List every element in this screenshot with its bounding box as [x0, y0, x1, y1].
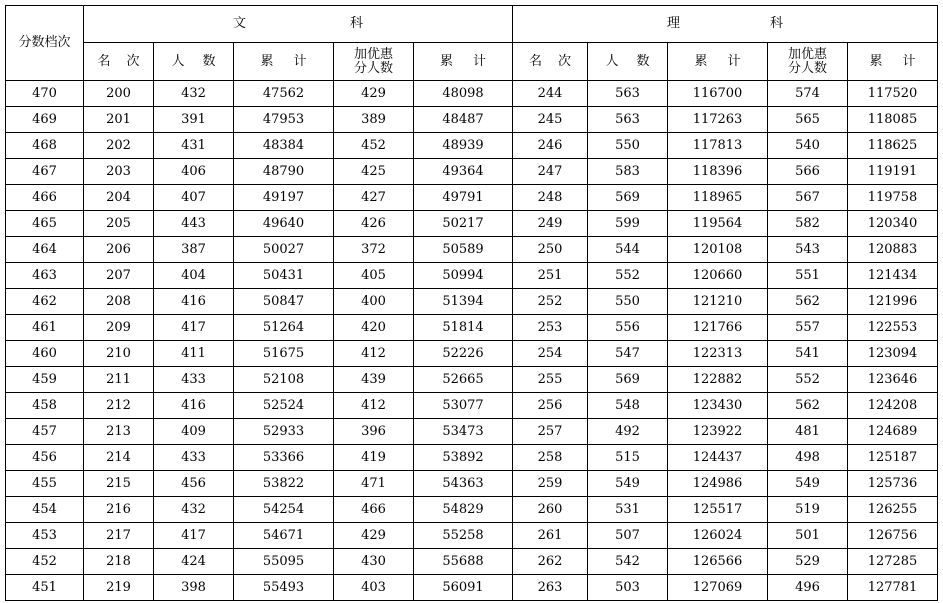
score-cell: 457: [6, 419, 84, 445]
science-cumulative-cell: 127069: [668, 575, 768, 601]
arts-bonus-count-cell: 400: [334, 289, 414, 315]
arts-bonus-cumulative-cell: 51394: [414, 289, 513, 315]
arts-count-cell: 416: [154, 289, 234, 315]
science-bonus-cumulative-cell: 121434: [848, 263, 938, 289]
table-row: [6, 445, 938, 471]
table-row: [6, 107, 938, 133]
table-row: [6, 159, 938, 185]
arts-rank-cell: 217: [84, 523, 154, 549]
arts-rank-cell: 205: [84, 211, 154, 237]
science-cumulative-header: 累 计: [668, 43, 768, 81]
science-bonus-count-cell: 552: [768, 367, 848, 393]
arts-bonus-cumulative-cell: 52665: [414, 367, 513, 393]
arts-bonus-count-cell: 452: [334, 133, 414, 159]
arts-bonus-count-cell: 429: [334, 523, 414, 549]
science-bonus-count-cell: 566: [768, 159, 848, 185]
table-row: [6, 471, 938, 497]
arts-count-cell: 433: [154, 445, 234, 471]
science-bonus-cumulative-cell: 123094: [848, 341, 938, 367]
arts-cumulative-cell: 50431: [234, 263, 334, 289]
science-rank-cell: 261: [513, 523, 588, 549]
score-level-header: 分数档次: [6, 6, 84, 81]
arts-bonus-cumulative-cell: 54363: [414, 471, 513, 497]
arts-bonus-cumulative-cell: 48098: [414, 81, 513, 107]
science-bonus-count-cell: 567: [768, 185, 848, 211]
score-cell: 467: [6, 159, 84, 185]
score-cell: 452: [6, 549, 84, 575]
science-count-cell: 550: [588, 289, 668, 315]
table-row: [6, 237, 938, 263]
score-cell: 453: [6, 523, 84, 549]
science-bonus-cumulative-cell: 118625: [848, 133, 938, 159]
science-rank-cell: 263: [513, 575, 588, 601]
score-cell: 459: [6, 367, 84, 393]
arts-count-cell: 432: [154, 81, 234, 107]
science-cumulative-cell: 126024: [668, 523, 768, 549]
arts-bonus-cumulative-cell: 55258: [414, 523, 513, 549]
arts-rank-cell: 200: [84, 81, 154, 107]
arts-count-cell: 406: [154, 159, 234, 185]
science-cumulative-cell: 117263: [668, 107, 768, 133]
science-bonus-count-cell: 481: [768, 419, 848, 445]
arts-cumulative-cell: 53366: [234, 445, 334, 471]
arts-rank-cell: 204: [84, 185, 154, 211]
arts-bonus-cumulative-header: 累 计: [414, 43, 513, 81]
science-bonus-count-cell: 565: [768, 107, 848, 133]
table-row: [6, 263, 938, 289]
arts-bonus-cumulative-cell: 55688: [414, 549, 513, 575]
science-bonus-count-cell: 582: [768, 211, 848, 237]
arts-bonus-count-cell: 412: [334, 393, 414, 419]
arts-count-cell: 409: [154, 419, 234, 445]
arts-bonus-count-cell: 372: [334, 237, 414, 263]
science-count-cell: 544: [588, 237, 668, 263]
science-cumulative-cell: 123430: [668, 393, 768, 419]
science-count-cell: 599: [588, 211, 668, 237]
arts-count-cell: 407: [154, 185, 234, 211]
arts-rank-cell: 207: [84, 263, 154, 289]
table-row: [6, 289, 938, 315]
science-count-cell: 547: [588, 341, 668, 367]
arts-count-cell: 387: [154, 237, 234, 263]
science-count-cell: 549: [588, 471, 668, 497]
arts-group-left: 文: [232, 16, 246, 31]
science-cumulative-cell: 117813: [668, 133, 768, 159]
arts-count-cell: 404: [154, 263, 234, 289]
science-bonus-count-cell: 498: [768, 445, 848, 471]
science-count-cell: 583: [588, 159, 668, 185]
arts-cumulative-cell: 48384: [234, 133, 334, 159]
arts-rank-cell: 208: [84, 289, 154, 315]
arts-rank-cell: 213: [84, 419, 154, 445]
arts-bonus-count-cell: 389: [334, 107, 414, 133]
science-cumulative-cell: 123922: [668, 419, 768, 445]
table-row: [6, 185, 938, 211]
arts-bonus-count-cell: 425: [334, 159, 414, 185]
score-cell: 470: [6, 81, 84, 107]
science-rank-cell: 254: [513, 341, 588, 367]
score-cell: 454: [6, 497, 84, 523]
science-bonus-cumulative-cell: 121996: [848, 289, 938, 315]
arts-count-cell: 417: [154, 523, 234, 549]
table-body: [6, 81, 938, 601]
arts-bonus-cumulative-cell: 54829: [414, 497, 513, 523]
science-bonus-count-cell: 540: [768, 133, 848, 159]
arts-bonus-cumulative-cell: 50994: [414, 263, 513, 289]
arts-cumulative-cell: 55095: [234, 549, 334, 575]
science-bonus-cumulative-cell: 126255: [848, 497, 938, 523]
science-rank-cell: 248: [513, 185, 588, 211]
arts-cumulative-cell: 50847: [234, 289, 334, 315]
science-count-cell: 503: [588, 575, 668, 601]
science-bonus-count-cell: 557: [768, 315, 848, 341]
science-count-cell: 492: [588, 419, 668, 445]
arts-rank-cell: 214: [84, 445, 154, 471]
science-bonus-cumulative-header: 累 计: [848, 43, 938, 81]
science-count-cell: 542: [588, 549, 668, 575]
arts-cumulative-cell: 48790: [234, 159, 334, 185]
arts-rank-cell: 210: [84, 341, 154, 367]
arts-rank-cell: 206: [84, 237, 154, 263]
arts-rank-cell: 212: [84, 393, 154, 419]
science-rank-cell: 244: [513, 81, 588, 107]
science-rank-cell: 249: [513, 211, 588, 237]
arts-bonus-cumulative-cell: 48487: [414, 107, 513, 133]
arts-bonus-count-cell: 403: [334, 575, 414, 601]
science-bonus-count-cell: 562: [768, 289, 848, 315]
arts-bonus-count-cell: 426: [334, 211, 414, 237]
arts-cumulative-cell: 51264: [234, 315, 334, 341]
table-row: [6, 523, 938, 549]
arts-bonus-count-cell: 466: [334, 497, 414, 523]
science-rank-cell: 256: [513, 393, 588, 419]
science-bonus-cumulative-cell: 120883: [848, 237, 938, 263]
arts-cumulative-cell: 51675: [234, 341, 334, 367]
science-cumulative-cell: 121210: [668, 289, 768, 315]
arts-count-cell: 424: [154, 549, 234, 575]
arts-rank-cell: 203: [84, 159, 154, 185]
score-distribution-table: [5, 5, 938, 601]
science-count-cell: 569: [588, 367, 668, 393]
table-row: [6, 419, 938, 445]
arts-bonus-cumulative-cell: 48939: [414, 133, 513, 159]
science-rank-cell: 260: [513, 497, 588, 523]
science-group-right: 科: [770, 16, 784, 31]
score-cell: 463: [6, 263, 84, 289]
science-bonus-cumulative-cell: 124689: [848, 419, 938, 445]
arts-bonus-cumulative-cell: 53892: [414, 445, 513, 471]
science-count-cell: 563: [588, 81, 668, 107]
arts-rank-cell: 216: [84, 497, 154, 523]
arts-cumulative-cell: 52108: [234, 367, 334, 393]
science-bonus-cumulative-cell: 120340: [848, 211, 938, 237]
arts-cumulative-cell: 49197: [234, 185, 334, 211]
science-bonus-cumulative-cell: 122553: [848, 315, 938, 341]
science-count-cell: 531: [588, 497, 668, 523]
arts-count-cell: 433: [154, 367, 234, 393]
arts-cumulative-cell: 50027: [234, 237, 334, 263]
arts-count-cell: 456: [154, 471, 234, 497]
science-bonus-count-cell: 543: [768, 237, 848, 263]
science-rank-cell: 251: [513, 263, 588, 289]
arts-cumulative-cell: 52524: [234, 393, 334, 419]
table-row: [6, 367, 938, 393]
science-bonus-count-cell: 501: [768, 523, 848, 549]
science-rank-cell: 253: [513, 315, 588, 341]
science-bonus-count-cell: 519: [768, 497, 848, 523]
arts-group-header: [84, 6, 513, 43]
score-cell: 461: [6, 315, 84, 341]
score-cell: 466: [6, 185, 84, 211]
arts-rank-cell: 215: [84, 471, 154, 497]
science-bonus-cumulative-cell: 123646: [848, 367, 938, 393]
arts-cumulative-cell: 47562: [234, 81, 334, 107]
arts-rank-cell: 219: [84, 575, 154, 601]
arts-bonus-count-cell: 430: [334, 549, 414, 575]
score-cell: 464: [6, 237, 84, 263]
arts-count-cell: 416: [154, 393, 234, 419]
arts-count-cell: 443: [154, 211, 234, 237]
science-bonus-count-header: 加优惠 分人数: [768, 43, 848, 81]
science-count-cell: 507: [588, 523, 668, 549]
science-bonus-count-cell: 541: [768, 341, 848, 367]
arts-count-cell: 417: [154, 315, 234, 341]
arts-bonus-count-cell: 420: [334, 315, 414, 341]
arts-rank-cell: 211: [84, 367, 154, 393]
science-count-cell: 515: [588, 445, 668, 471]
science-cumulative-cell: 116700: [668, 81, 768, 107]
arts-bonus-count-cell: 439: [334, 367, 414, 393]
arts-count-cell: 411: [154, 341, 234, 367]
arts-cumulative-cell: 54254: [234, 497, 334, 523]
science-bonus-cumulative-cell: 127781: [848, 575, 938, 601]
arts-count-cell: 391: [154, 107, 234, 133]
table-row: [6, 497, 938, 523]
arts-count-header: 人 数: [154, 43, 234, 81]
arts-cumulative-cell: 49640: [234, 211, 334, 237]
science-rank-header: 名 次: [513, 43, 588, 81]
science-group-header: [513, 6, 938, 43]
science-bonus-count-cell: 551: [768, 263, 848, 289]
science-bonus-cumulative-cell: 119191: [848, 159, 938, 185]
arts-bonus-count-cell: 427: [334, 185, 414, 211]
science-count-cell: 550: [588, 133, 668, 159]
arts-cumulative-cell: 53822: [234, 471, 334, 497]
arts-rank-cell: 201: [84, 107, 154, 133]
science-count-cell: 548: [588, 393, 668, 419]
arts-bonus-count-cell: 429: [334, 81, 414, 107]
science-cumulative-cell: 120660: [668, 263, 768, 289]
arts-cumulative-cell: 47953: [234, 107, 334, 133]
arts-cumulative-cell: 52933: [234, 419, 334, 445]
score-cell: 469: [6, 107, 84, 133]
science-count-cell: 569: [588, 185, 668, 211]
science-bonus-count-cell: 529: [768, 549, 848, 575]
arts-bonus-cumulative-cell: 49791: [414, 185, 513, 211]
science-cumulative-cell: 124986: [668, 471, 768, 497]
score-cell: 465: [6, 211, 84, 237]
science-bonus-count-cell: 562: [768, 393, 848, 419]
score-cell: 451: [6, 575, 84, 601]
science-cumulative-cell: 118396: [668, 159, 768, 185]
score-cell: 460: [6, 341, 84, 367]
arts-bonus-cumulative-cell: 49364: [414, 159, 513, 185]
science-cumulative-cell: 125517: [668, 497, 768, 523]
science-rank-cell: 250: [513, 237, 588, 263]
science-count-header: 人 数: [588, 43, 668, 81]
science-cumulative-cell: 120108: [668, 237, 768, 263]
arts-rank-cell: 218: [84, 549, 154, 575]
score-cell: 462: [6, 289, 84, 315]
table-row: [6, 549, 938, 575]
table-row: [6, 81, 938, 107]
science-bonus-count-cell: 574: [768, 81, 848, 107]
arts-bonus-count-cell: 412: [334, 341, 414, 367]
science-cumulative-cell: 118965: [668, 185, 768, 211]
science-rank-cell: 262: [513, 549, 588, 575]
science-bonus-cumulative-cell: 119758: [848, 185, 938, 211]
science-group-left: 理: [667, 16, 681, 31]
arts-bonus-cumulative-cell: 52226: [414, 341, 513, 367]
table-row: [6, 393, 938, 419]
science-rank-cell: 245: [513, 107, 588, 133]
science-rank-cell: 257: [513, 419, 588, 445]
arts-cumulative-cell: 54671: [234, 523, 334, 549]
arts-bonus-cumulative-cell: 56091: [414, 575, 513, 601]
science-rank-cell: 258: [513, 445, 588, 471]
table-row: [6, 341, 938, 367]
score-cell: 468: [6, 133, 84, 159]
arts-rank-cell: 209: [84, 315, 154, 341]
arts-rank-cell: 202: [84, 133, 154, 159]
arts-rank-header: 名 次: [84, 43, 154, 81]
table-row: [6, 575, 938, 601]
science-bonus-cumulative-cell: 124208: [848, 393, 938, 419]
science-cumulative-cell: 124437: [668, 445, 768, 471]
score-cell: 456: [6, 445, 84, 471]
science-cumulative-cell: 119564: [668, 211, 768, 237]
science-bonus-cumulative-cell: 126756: [848, 523, 938, 549]
arts-cumulative-header: 累 计: [234, 43, 334, 81]
science-bonus-count-cell: 496: [768, 575, 848, 601]
science-bonus-count-cell: 549: [768, 471, 848, 497]
arts-bonus-count-cell: 471: [334, 471, 414, 497]
science-rank-cell: 247: [513, 159, 588, 185]
arts-bonus-count-header: 加优惠 分人数: [334, 43, 414, 81]
science-bonus-cumulative-cell: 125736: [848, 471, 938, 497]
score-cell: 458: [6, 393, 84, 419]
science-bonus-cumulative-cell: 118085: [848, 107, 938, 133]
score-cell: 455: [6, 471, 84, 497]
arts-bonus-cumulative-cell: 53473: [414, 419, 513, 445]
arts-count-cell: 398: [154, 575, 234, 601]
science-cumulative-cell: 122882: [668, 367, 768, 393]
arts-group-right: 科: [350, 16, 364, 31]
science-rank-cell: 259: [513, 471, 588, 497]
science-count-cell: 556: [588, 315, 668, 341]
arts-count-cell: 431: [154, 133, 234, 159]
science-bonus-cumulative-cell: 127285: [848, 549, 938, 575]
science-rank-cell: 255: [513, 367, 588, 393]
arts-bonus-count-cell: 419: [334, 445, 414, 471]
arts-bonus-cumulative-cell: 50217: [414, 211, 513, 237]
science-count-cell: 563: [588, 107, 668, 133]
science-rank-cell: 246: [513, 133, 588, 159]
science-count-cell: 552: [588, 263, 668, 289]
table-row: [6, 133, 938, 159]
arts-bonus-count-cell: 396: [334, 419, 414, 445]
arts-bonus-cumulative-cell: 51814: [414, 315, 513, 341]
table-row: [6, 315, 938, 341]
science-cumulative-cell: 121766: [668, 315, 768, 341]
arts-bonus-cumulative-cell: 50589: [414, 237, 513, 263]
science-cumulative-cell: 122313: [668, 341, 768, 367]
science-bonus-cumulative-cell: 117520: [848, 81, 938, 107]
science-cumulative-cell: 126566: [668, 549, 768, 575]
arts-cumulative-cell: 55493: [234, 575, 334, 601]
arts-bonus-cumulative-cell: 53077: [414, 393, 513, 419]
arts-count-cell: 432: [154, 497, 234, 523]
science-rank-cell: 252: [513, 289, 588, 315]
table-row: [6, 211, 938, 237]
science-bonus-cumulative-cell: 125187: [848, 445, 938, 471]
arts-bonus-count-cell: 405: [334, 263, 414, 289]
